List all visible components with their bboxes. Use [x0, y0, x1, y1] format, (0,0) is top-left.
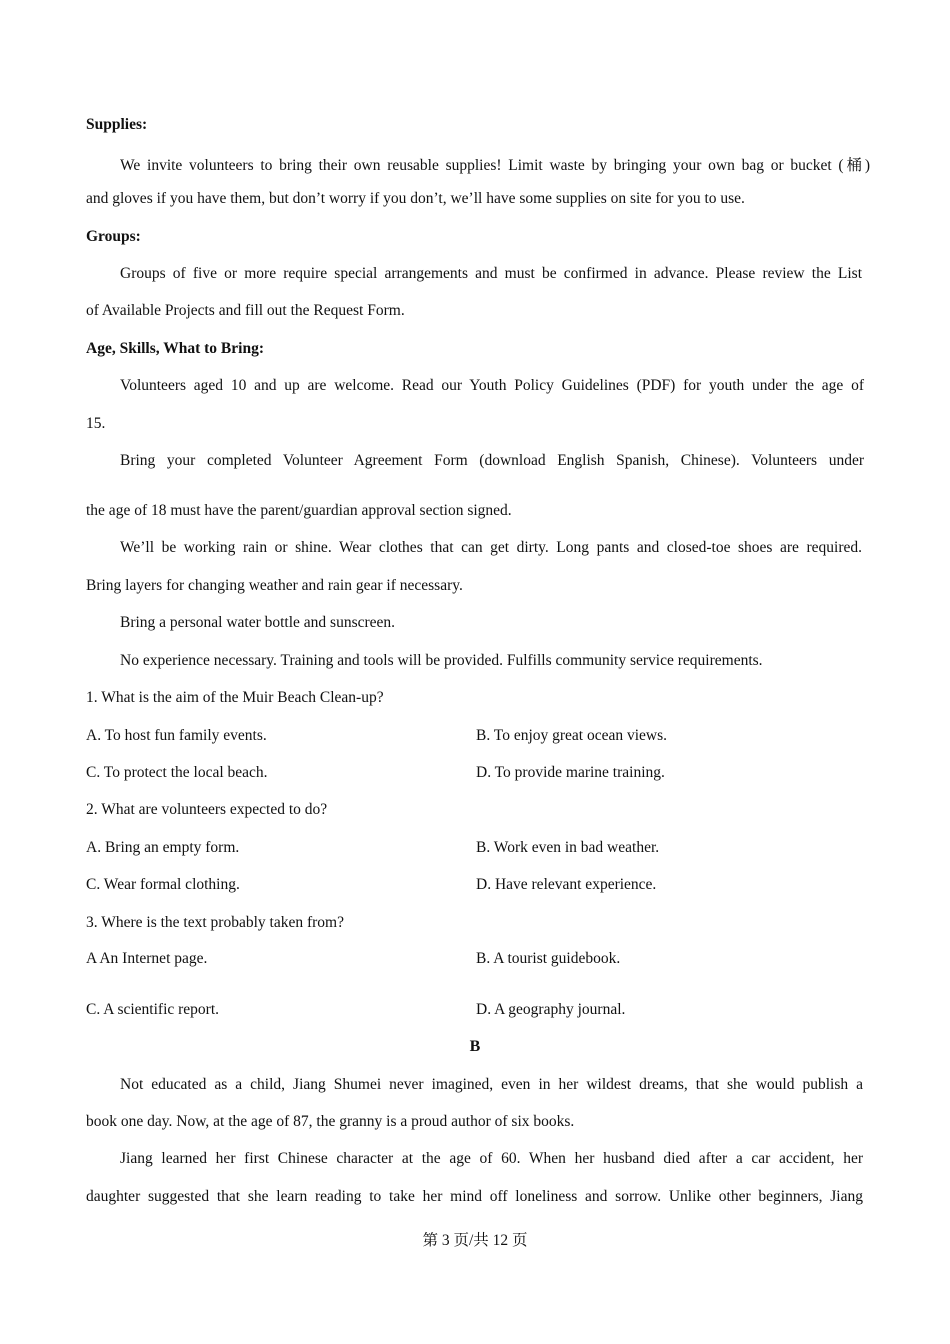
page-number-footer: 第 3 页/共 12 页 — [422, 1232, 528, 1249]
section-b-paragraph-2-line-2: daughter suggested that she learn reading to take her mind off loneliness and sorrow. Unlike other beginners, Jiang — [86, 1188, 863, 1205]
question-3-option-a: A An Internet page. — [86, 950, 208, 967]
question-2-option-a: A. Bring an empty form. — [86, 839, 240, 856]
supplies-text-line-2: and gloves if you have them, but don’t worry if you don’t, we’ll have some supplies on site for you to use. — [86, 190, 745, 207]
question-2-option-d: D. Have relevant experience. — [476, 876, 657, 893]
question-3-option-d: D. A geography journal. — [476, 1001, 626, 1018]
question-1-option-d: D. To provide marine training. — [476, 764, 665, 781]
age-paragraph-4: Bring a personal water bottle and sunscreen. — [120, 614, 396, 631]
supplies-heading: Supplies: — [86, 116, 148, 133]
age-paragraph-1-line-2: 15. — [86, 415, 106, 432]
age-paragraph-2-line-1: Bring your completed Volunteer Agreement Form (download English Spanish, Chinese). Volunteers under — [120, 452, 864, 469]
section-b-paragraph-2-line-1: Jiang learned her first Chinese character at the age of 60. When her husband died after a car accident, her — [120, 1150, 863, 1167]
age-paragraph-3-line-1: We’ll be working rain or shine. Wear clothes that can get dirty. Long pants and closed-toe shoes are required. — [120, 539, 862, 556]
question-3-stem: 3. Where is the text probably taken from? — [86, 914, 344, 931]
age-paragraph-5: No experience necessary. Training and tools will be provided. Fulfills community service requirements. — [120, 652, 763, 669]
age-paragraph-3-line-2: Bring layers for changing weather and rain gear if necessary. — [86, 577, 463, 594]
question-3-option-b: B. A tourist guidebook. — [476, 950, 621, 967]
section-b-paragraph-1-line-2: book one day. Now, at the age of 87, the granny is a proud author of six books. — [86, 1113, 575, 1130]
question-2-option-b: B. Work even in bad weather. — [476, 839, 660, 856]
groups-text-line-1: Groups of five or more require special arrangements and must be confirmed in advance. Please review the List — [120, 265, 862, 282]
question-2-stem: 2. What are volunteers expected to do? — [86, 801, 328, 818]
section-b-paragraph-1-line-1: Not educated as a child, Jiang Shumei never imagined, even in her wildest dreams, that she would publish a — [120, 1076, 863, 1093]
question-3-option-c: C. A scientific report. — [86, 1001, 220, 1018]
question-1-option-b: B. To enjoy great ocean views. — [476, 727, 668, 744]
age-skills-heading: Age, Skills, What to Bring: — [86, 340, 264, 357]
groups-heading: Groups: — [86, 228, 141, 245]
question-1-option-a: A. To host fun family events. — [86, 727, 267, 744]
groups-text-line-2: of Available Projects and fill out the Request Form. — [86, 302, 405, 319]
question-1-stem: 1. What is the aim of the Muir Beach Clean-up? — [86, 689, 384, 706]
section-b-title: B — [469, 1038, 481, 1055]
age-paragraph-1-line-1: Volunteers aged 10 and up are welcome. Read our Youth Policy Guidelines (PDF) for youth under the age of — [120, 377, 864, 394]
supplies-text-line-1: We invite volunteers to bring their own reusable supplies! Limit waste by bringing your own bag or bucket (桶) — [120, 157, 870, 174]
age-paragraph-2-line-2: the age of 18 must have the parent/guardian approval section signed. — [86, 502, 512, 519]
question-2-option-c: C. Wear formal clothing. — [86, 876, 240, 893]
question-1-option-c: C. To protect the local beach. — [86, 764, 268, 781]
